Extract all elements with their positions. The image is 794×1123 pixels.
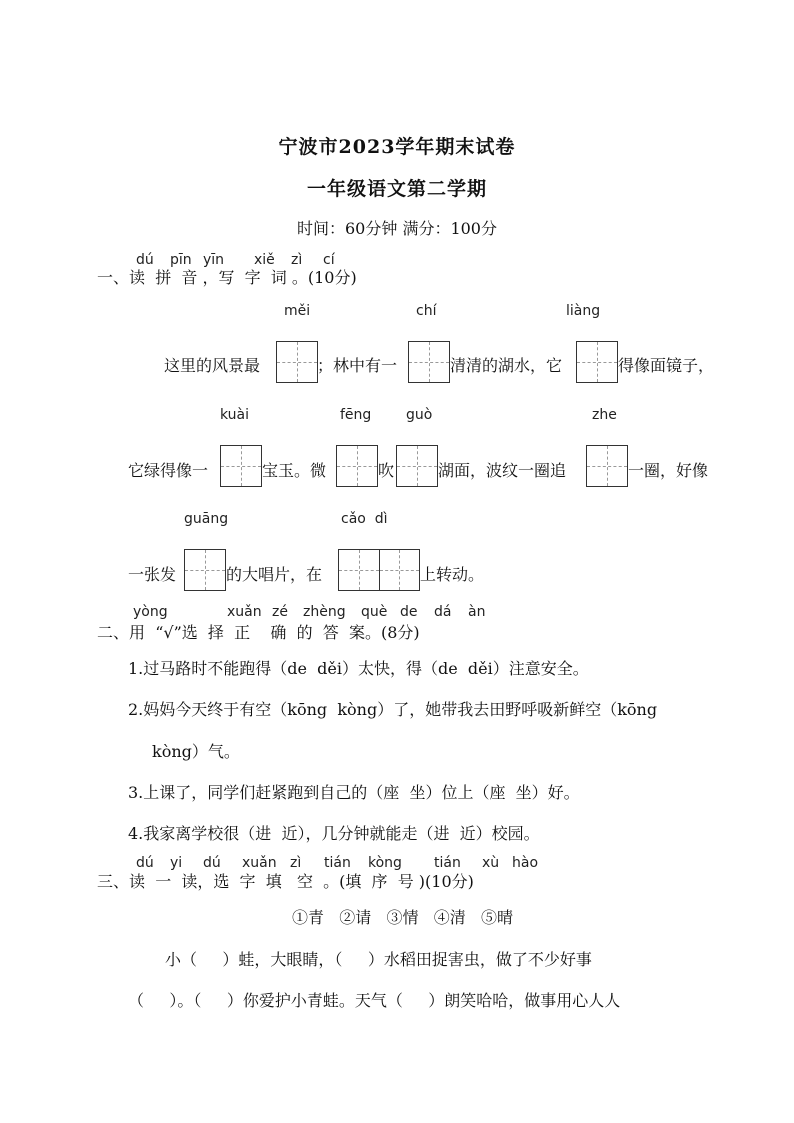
pinyin: hào xyxy=(512,855,539,871)
fill-line: 小（ ）蛙，大眼睛，（ ）水稻田捉害虫，做了不少好事 xyxy=(165,950,592,969)
pinyin: xù xyxy=(482,855,500,871)
pinyin: dú xyxy=(203,855,221,871)
writing-box[interactable] xyxy=(576,341,618,383)
pinyin: tián xyxy=(324,855,351,871)
pinyin-liang: liàng xyxy=(566,303,601,319)
pinyin-caodi: cǎo dì xyxy=(341,511,388,527)
exam-subtitle: 一年级语文第二学期 xyxy=(306,178,487,200)
pinyin: àn xyxy=(468,604,486,620)
section-title: 用 “√”选 择 正 确 的 答 案。(8分) xyxy=(129,623,420,642)
writing-cell[interactable] xyxy=(339,550,380,590)
time-info: 时间：60分钟 满分：100分 xyxy=(297,219,497,238)
pinyin-mei: měi xyxy=(284,303,311,319)
question-item: 2.妈妈今天终于有空（kōng kòng）了，她带我去田野呼吸新鲜空（kōng xyxy=(128,700,658,719)
section-heading xyxy=(97,620,420,643)
pinyin: xiě xyxy=(254,252,275,268)
pinyin-feng: fēng xyxy=(340,407,372,423)
question-item: 1.过马路时不能跑得（de děi）太快，得（de děi）注意安全。 xyxy=(128,659,589,678)
pinyin-guo: guò xyxy=(406,407,433,423)
writing-box[interactable] xyxy=(586,445,628,487)
sentence-text: 湖面，波纹一圈追 xyxy=(438,461,567,480)
sentence-text: 得像面镜子， xyxy=(618,356,715,375)
section-title: 读 一 读，选 字 填 空 。(填 序 号 )(10分) xyxy=(129,872,474,891)
writing-box[interactable] xyxy=(184,549,226,591)
pinyin: yīn xyxy=(203,252,225,268)
question-item: kòng）气。 xyxy=(152,742,240,761)
writing-cell[interactable] xyxy=(380,550,420,590)
pinyin: dú xyxy=(136,855,154,871)
section-title: 读 拼 音 ，写 字 词 。(10分) xyxy=(129,268,357,287)
writing-box[interactable] xyxy=(408,341,450,383)
exam-title: 宁波市2023学年期末试卷 xyxy=(278,136,516,158)
character-options: ①青 ②请 ③情 ④清 ⑤晴 xyxy=(292,908,514,927)
writing-box[interactable] xyxy=(336,445,378,487)
section-heading xyxy=(97,869,474,892)
pinyin-guang: guāng xyxy=(184,511,229,527)
pinyin: zé xyxy=(272,604,288,620)
sentence-text: 的大唱片，在 xyxy=(226,565,323,584)
writing-box[interactable] xyxy=(396,445,438,487)
pinyin: xuǎn xyxy=(242,855,277,871)
sentence-text: 这里的风景最 xyxy=(164,356,261,375)
pinyin: pīn xyxy=(170,252,192,268)
sentence-text: 宝玉。微 xyxy=(262,461,327,480)
pinyin: dú xyxy=(136,252,154,268)
section-number: 一、 xyxy=(97,268,130,287)
question-item: 4.我家离学校很（进 近），几分钟就能走（进 近）校园。 xyxy=(128,824,540,843)
pinyin-chi: chí xyxy=(416,303,437,319)
sentence-text: 吹 xyxy=(378,461,395,480)
fill-line: （ ）。（ ）你爱护小青蛙。天气（ ）朗笑哈哈，做事用心人人 xyxy=(128,991,621,1010)
pinyin-zhe: zhe xyxy=(592,407,617,423)
writing-box[interactable] xyxy=(276,341,318,383)
pinyin: yi xyxy=(170,855,183,871)
pinyin: zhèng xyxy=(303,604,346,620)
pinyin: yòng xyxy=(133,604,168,620)
pinyin: zì xyxy=(290,855,302,871)
pinyin: kòng xyxy=(368,855,402,871)
section-number: 二、 xyxy=(97,623,130,642)
sentence-text: ；林中有一 xyxy=(317,356,398,375)
pinyin: de xyxy=(400,604,418,620)
writing-box[interactable] xyxy=(220,445,262,487)
pinyin: zì xyxy=(291,252,303,268)
pinyin: tián xyxy=(434,855,461,871)
question-item: 3.上课了，同学们赶紧跑到自己的（座 坐）位上（座 坐）好。 xyxy=(128,783,580,802)
pinyin: què xyxy=(361,604,388,620)
pinyin: dá xyxy=(434,604,452,620)
pinyin: cí xyxy=(323,252,335,268)
sentence-text: 上转动。 xyxy=(420,565,485,584)
sentence-text: 一张发 xyxy=(128,565,177,584)
section-heading xyxy=(97,265,357,288)
sentence-text: 清清的湖水，它 xyxy=(450,356,563,375)
sentence-text: 一圈，好像 xyxy=(628,461,709,480)
writing-box-double[interactable] xyxy=(338,549,420,591)
section-number: 三、 xyxy=(97,872,130,891)
sentence-text: 它绿得像一 xyxy=(128,461,209,480)
pinyin-kuai: kuài xyxy=(220,407,250,423)
pinyin: xuǎn xyxy=(227,604,262,620)
